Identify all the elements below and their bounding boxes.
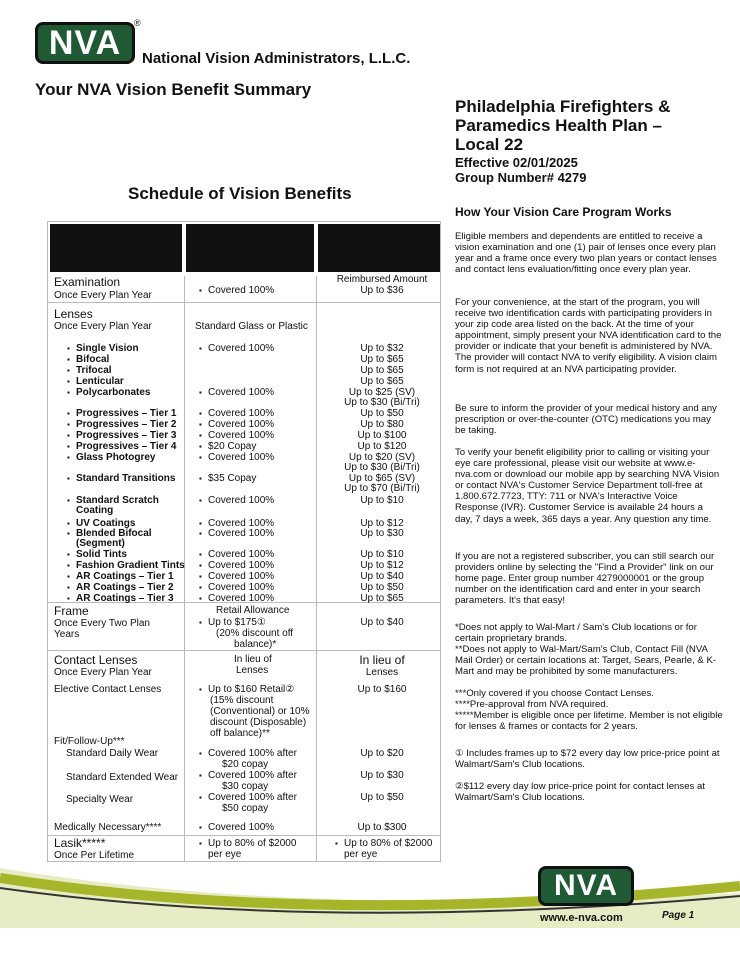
lens-out-network: Up to $65 (SV) xyxy=(348,473,416,484)
program-heading: How Your Vision Care Program Works xyxy=(455,205,672,219)
frame-frequency: Years xyxy=(54,629,80,640)
contacts-frequency: Once Every Plan Year xyxy=(54,667,152,678)
lens-type-label: ▪ Progressives – Tier 1 xyxy=(76,408,176,419)
lens-out-network: Up to $30 xyxy=(360,528,404,539)
footnote: ① Includes frames up to $72 every day low price-price point at Walmart/Sam's Club locations. xyxy=(455,748,720,771)
paragraph-verify: To verify your benefit eligibility prior to calling or visiting your eye care professional, please visit our website at www.e-nva.com or download our mobile app by searching NVA Vision or contact NVA's Customer Service Department toll-free at 1.800.672.7723, TTY: 711 or NVA's Interactive Voice Response (IVR). Customer Service is available 24 hours a day, 7 days a week, 365 days a year. Any question any time. xyxy=(455,447,720,525)
elective-out: Up to $160 xyxy=(357,684,407,695)
footnote: *****Member is eligible once per lifetime. Member is not eligible for lenses & frames or contacts for 2 years. xyxy=(455,710,723,733)
extended-wear-label: Standard Extended Wear xyxy=(66,772,179,783)
group-number: Group Number# 4279 xyxy=(455,170,587,185)
fit-follow-up: Fit/Follow-Up*** xyxy=(54,736,125,747)
lens-out-network: Up to $40 xyxy=(360,571,404,582)
paragraph-find-provider: If you are not a registered subscriber, you can still search our providers online by selecting the "Find a Provider" link on our home page. Enter group number 4279000001 or the group number on the identification card and enter in your search parameters. It's that easy! xyxy=(455,551,715,607)
frame-frequency: Once Every Two Plan xyxy=(54,618,150,629)
daily-wear-in: ▪ Covered 100% after xyxy=(208,748,297,759)
elective-label: Elective Contact Lenses xyxy=(54,684,162,695)
lens-type-label: ▪ Solid Tints xyxy=(76,549,127,560)
lens-in-network: ▪ Covered 100% xyxy=(208,343,274,354)
elective-in: (Conventional) or 10% xyxy=(210,706,310,717)
lens-type-label: ▪ Lenticular xyxy=(76,376,124,387)
lens-in-network: ▪ Covered 100% xyxy=(208,571,274,582)
lens-in-network: ▪ Covered 100% xyxy=(208,419,274,430)
lens-out-network: Up to $65 xyxy=(360,354,404,365)
lens-out-network: Up to $32 xyxy=(360,343,404,354)
lens-type-label: ▪ UV Coatings xyxy=(76,518,135,529)
lens-type-label: (Segment) xyxy=(76,538,125,549)
lens-out-network: Up to $12 xyxy=(360,560,404,571)
lens-type-label: ▪ AR Coatings – Tier 1 xyxy=(76,571,174,582)
daily-wear-in: $20 copay xyxy=(222,759,269,770)
footnote: **Does not apply to Wal-Mart/Sam's Club, Contact Fill (NVA Mail Order) or certain locations at: Target, Sears, Pearle, & K-Mart and may be prohibited by some manufacturers. xyxy=(455,644,717,678)
lens-out-network: Up to $65 xyxy=(360,593,404,604)
lens-out-network: Up to $100 xyxy=(357,430,407,441)
lens-in-network: ▪ Covered 100% xyxy=(208,528,274,539)
lasik-frequency: Once Per Lifetime xyxy=(54,850,135,861)
lens-type-label: ▪ Glass Photogrey xyxy=(76,452,155,463)
exam-out-title: Reimbursed Amount xyxy=(336,274,428,285)
effective-date: Effective 02/01/2025 xyxy=(455,155,578,170)
plan-effective xyxy=(455,155,587,185)
frame-in-value: ▪ Up to $175① xyxy=(208,617,266,628)
lens-out-network: Up to $50 xyxy=(360,408,404,419)
contacts-in-head: In lieu of xyxy=(234,654,272,665)
page-number: Page 1 xyxy=(662,910,695,921)
lens-out-network: Up to $120 xyxy=(357,441,407,452)
exam-in-network: ▪ Covered 100% xyxy=(208,285,274,296)
elective-in: ▪ Up to $160 Retail② xyxy=(208,684,294,695)
lenses-frequency: Once Every Plan Year xyxy=(54,321,152,332)
company-name: National Vision Administrators, L.L.C. xyxy=(142,50,411,67)
lens-in-network: ▪ Covered 100% xyxy=(208,495,274,506)
frame-title: Frame xyxy=(54,604,89,618)
frame-in-note: (20% discount off xyxy=(216,628,294,639)
lens-out-network: Up to $25 (SV) xyxy=(348,387,416,398)
extended-wear-in: ▪ Covered 100% after xyxy=(208,770,297,781)
lasik-title: Lasik***** xyxy=(54,836,106,850)
extended-wear-in: $30 copay xyxy=(222,781,269,792)
paragraph-eligibility: Eligible members and dependents are entitled to receive a vision examination and one (1) pair of lenses once every plan year and a frame once every two plan years or contact lenses and contact lens evaluation/fitting once every plan year. xyxy=(455,231,717,276)
plan-line: Philadelphia Firefighters & xyxy=(455,97,671,116)
footnote: ***Only covered if you choose Contact Lenses. xyxy=(455,688,654,699)
lens-out-network: Up to $50 xyxy=(360,582,404,593)
lens-type-label: ▪ Polycarbonates xyxy=(76,387,150,398)
extended-wear-out: Up to $30 xyxy=(360,770,404,781)
website-link[interactable]: www.e-nva.com xyxy=(540,912,623,924)
specialty-wear-label: Specialty Wear xyxy=(66,794,134,805)
specialty-wear-in: ▪ Covered 100% after xyxy=(208,792,297,803)
lens-in-network: ▪ Covered 100% xyxy=(208,582,274,593)
lens-type-label: ▪ Progressives – Tier 4 xyxy=(76,441,176,452)
lens-out-network: Up to $65 xyxy=(360,365,404,376)
lens-type-label: Coating xyxy=(76,505,114,516)
footer-nva-logo: NVA xyxy=(538,866,634,906)
medical-label: Medically Necessary**** xyxy=(54,822,162,833)
lens-in-network: ▪ Covered 100% xyxy=(208,387,274,398)
lens-in-network: ▪ Covered 100% xyxy=(208,549,274,560)
lens-type-label: ▪ Standard Transitions xyxy=(76,473,175,484)
plan-line: Local 22 xyxy=(455,135,524,154)
lens-out-network: Up to $65 xyxy=(360,376,404,387)
plan-name xyxy=(455,97,725,154)
lens-in-network: ▪ Covered 100% xyxy=(208,593,274,604)
table-header-cell xyxy=(186,224,314,272)
elective-in: discount (Disposable) xyxy=(210,717,307,728)
footnote: ②$112 every day low price-price point for contact lenses at Walmart/Sam's Club locations. xyxy=(455,781,705,804)
lasik-in: ▪ Up to 80% of $2000 xyxy=(208,838,296,849)
frame-in-note: balance)* xyxy=(234,639,277,650)
registered-mark: ® xyxy=(134,18,141,28)
row-divider xyxy=(48,302,440,303)
lens-in-network: ▪ Covered 100% xyxy=(208,452,274,463)
lens-in-network: ▪ Covered 100% xyxy=(208,560,274,571)
lens-out-network: Up to $30 (Bi/Tri) xyxy=(344,462,420,473)
daily-wear-out: Up to $20 xyxy=(360,748,404,759)
column-divider xyxy=(316,276,317,861)
lasik-in: per eye xyxy=(208,849,242,860)
lens-out-network: Up to $20 (SV) xyxy=(348,452,416,463)
lens-out-network: Up to $10 xyxy=(360,549,404,560)
lens-out-network: Up to $80 xyxy=(360,419,404,430)
lens-type-label: ▪ AR Coatings – Tier 3 xyxy=(76,593,174,604)
lenses-title: Lenses xyxy=(54,307,93,321)
exam-frequency: Once Every Plan Year xyxy=(54,290,152,301)
medical-in: ▪ Covered 100% xyxy=(208,822,274,833)
lens-out-network: Up to $12 xyxy=(360,518,404,529)
lens-type-label: ▪ Progressives – Tier 3 xyxy=(76,430,176,441)
lenses-col2-head: Standard Glass or Plastic xyxy=(195,321,308,332)
lens-type-label: ▪ Standard Scratch xyxy=(76,495,159,506)
plan-line: Paramedics Health Plan – xyxy=(455,116,662,135)
exam-out-value: Up to $36 xyxy=(360,285,404,296)
elective-in: off balance)** xyxy=(210,728,270,739)
lasik-out: ▪ Up to 80% of $2000 xyxy=(344,838,432,849)
table-header-cell xyxy=(318,224,440,272)
specialty-wear-in: $50 copay xyxy=(222,803,269,814)
lens-in-network: ▪ Covered 100% xyxy=(208,408,274,419)
lens-out-network: Up to $70 (Bi/Tri) xyxy=(344,483,420,494)
summary-title: Your NVA Vision Benefit Summary xyxy=(35,80,312,99)
benefits-table xyxy=(47,221,441,862)
contacts-out-head: Lenses xyxy=(365,667,399,678)
elective-in: (15% discount xyxy=(210,695,274,706)
lens-type-label: ▪ Trifocal xyxy=(76,365,112,376)
paragraph-medical-history: Be sure to inform the provider of your medical history and any prescription or over-the-counter (OTC) medications you may be taking. xyxy=(455,403,717,437)
footnote: *Does not apply to Wal-Mart / Sam's Club locations or for certain proprietary brands. xyxy=(455,622,697,645)
lens-type-label: ▪ Bifocal xyxy=(76,354,109,365)
lens-in-network: ▪ $20 Copay xyxy=(208,441,256,452)
lens-in-network: ▪ Covered 100% xyxy=(208,518,274,529)
row-divider xyxy=(48,835,440,836)
lens-type-label: ▪ Blended Bifocal xyxy=(76,528,152,539)
lens-type-label: ▪ Fashion Gradient Tints xyxy=(76,560,185,571)
lens-in-network: ▪ $35 Copay xyxy=(208,473,256,484)
specialty-wear-out: Up to $50 xyxy=(360,792,404,803)
lens-type-label: ▪ Progressives – Tier 2 xyxy=(76,419,176,430)
frame-in-title: Retail Allowance xyxy=(216,605,290,616)
lens-type-label: ▪ AR Coatings – Tier 2 xyxy=(76,582,174,593)
lens-out-network: Up to $30 (Bi/Tri) xyxy=(344,397,420,408)
nva-logo: NVA xyxy=(35,22,135,64)
table-header-cell xyxy=(50,224,182,272)
lens-in-network: ▪ Covered 100% xyxy=(208,430,274,441)
exam-title: Examination xyxy=(54,275,121,289)
frame-out-value: Up to $40 xyxy=(360,617,404,628)
footnote: ****Pre-approval from NVA required. xyxy=(455,699,609,710)
medical-out: Up to $300 xyxy=(357,822,407,833)
contacts-in-head: Lenses xyxy=(236,665,269,676)
lasik-out: per eye xyxy=(344,849,378,860)
row-divider xyxy=(48,650,440,651)
daily-wear-label: Standard Daily Wear xyxy=(66,748,159,759)
contacts-out-head: In lieu of xyxy=(359,653,405,667)
paragraph-id-cards: For your convenience, at the start of the program, you will receive two identification cards with participating providers in your zip code area listed on the back. At the time of your appointment, simply present your NVA identification card to the provider or indicate that your benefit is administered by NVA. The provider will contact NVA to verify eligibility. A vision claim form is not required at an NVA participating provider. xyxy=(455,297,722,375)
contacts-title: Contact Lenses xyxy=(54,653,138,667)
schedule-title: Schedule of Vision Benefits xyxy=(128,184,352,203)
lens-out-network: Up to $10 xyxy=(360,495,404,506)
lens-type-label: ▪ Single Vision xyxy=(76,343,139,354)
